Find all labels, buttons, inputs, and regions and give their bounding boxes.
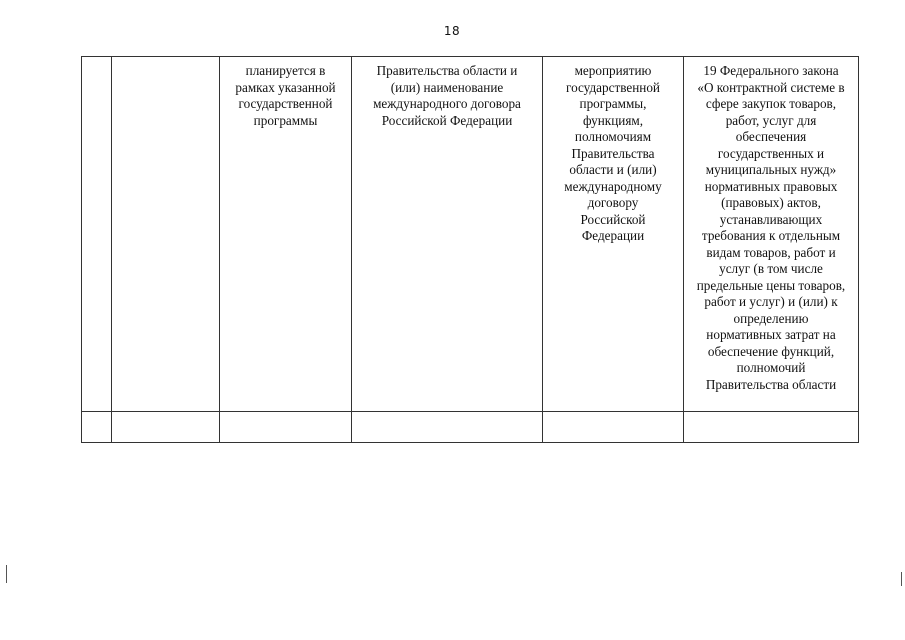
page-number: 18 [443,24,461,38]
table-cell-name [112,412,220,443]
table-cell-measure [543,57,684,412]
table-cell-index [82,412,112,443]
table-cell-authority [352,412,543,443]
table-cell-program [220,412,352,443]
scan-edge-mark-right [901,572,902,586]
cell-text [543,412,683,418]
cell-text [112,412,219,418]
cell-text [684,412,858,418]
cell-text [82,57,111,63]
table-cell-index [82,57,112,412]
table-cell-program [220,57,352,412]
cell-text [82,412,111,418]
table-cell-measure [543,412,684,443]
scan-edge-mark-left [6,565,7,583]
cell-text [220,412,351,418]
cell-text [352,412,542,418]
table-cell-law [684,412,859,443]
table-row [82,412,859,443]
cell-text: планируется в рамках указанной государственной программы [235,63,336,128]
table-cell-name [112,57,220,412]
table-row [82,57,859,412]
cell-text [112,57,219,63]
cell-text: мероприятию государственной программы, функциям, полномочиям Правительства области и (или) международному договору Российской Федерации [564,63,662,243]
document-table [81,56,859,443]
cell-text: 19 Федерального закона «О контрактной системе в сфере закупок товаров, работ, услуг для обеспечения государственных и муниципальных нужд» нормативных правовых (правовых) актов, устанавливающих требования к отдельным видам товаров, работ и услуг (в том числе предельные цены товаров, работ и услуг) и (или) к определению нормативных затрат на обеспечение функций, полномочий Правительства области [696,63,846,392]
table-cell-law [684,57,859,412]
cell-text: Правительства области и (или) наименование международного договора Российской Федерации [373,63,521,128]
table-cell-authority [352,57,543,412]
